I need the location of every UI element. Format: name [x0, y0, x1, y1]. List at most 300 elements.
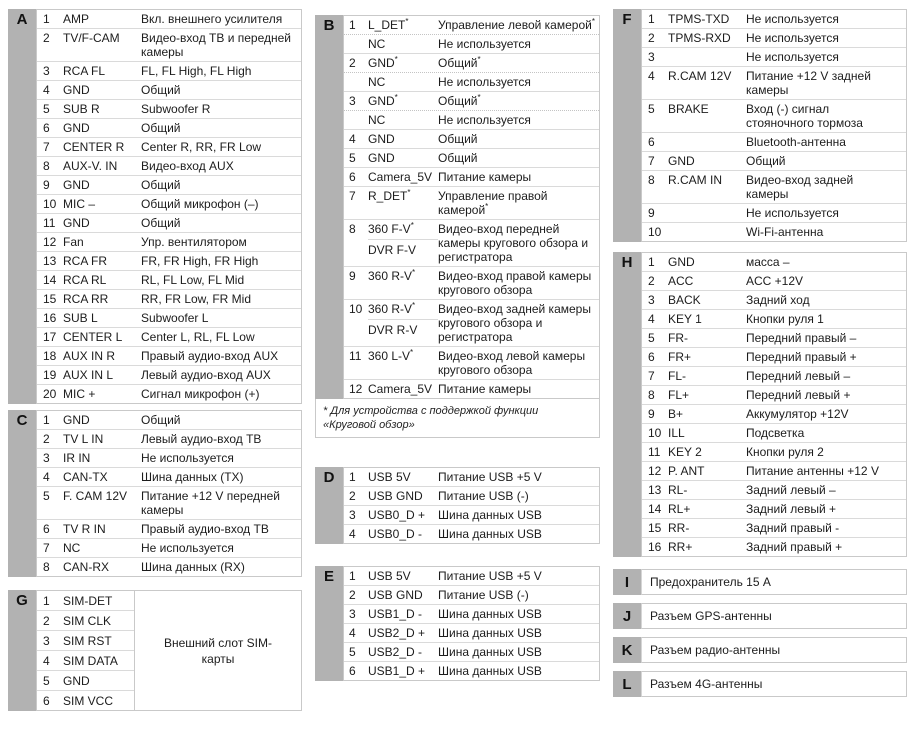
pin-group [344, 505, 599, 524]
footnote-marker: * [485, 202, 489, 211]
pin-group [642, 222, 906, 241]
pin-row [37, 214, 301, 232]
pin-name: RR+ [668, 540, 693, 554]
pin-row [344, 110, 599, 129]
pin-row [37, 233, 301, 251]
footnote-marker: * [410, 348, 414, 357]
pin-number: 20 [43, 387, 57, 401]
pin-row [37, 138, 301, 156]
pin-group [344, 524, 599, 543]
footnote-marker: * [405, 17, 409, 26]
pin-row [37, 62, 301, 80]
pin-number: 13 [648, 483, 662, 497]
connector-letter: A [8, 9, 36, 404]
pin-description: Subwoofer R [141, 102, 211, 116]
pin-name: AUX IN L [63, 368, 114, 382]
pin-number: 16 [43, 311, 57, 325]
pin-group [344, 299, 599, 346]
connector-description: Разъем GPS-антенны [641, 603, 907, 629]
pin-number: 4 [349, 626, 356, 640]
pin-group [344, 661, 599, 680]
pin-number: 1 [43, 593, 50, 608]
pin-description: Общий [141, 216, 181, 230]
pin-group [344, 186, 599, 219]
pin-description: RR, FR Low, FR Mid [141, 292, 252, 306]
pin-name: ACC [668, 274, 694, 288]
pin-group [37, 251, 301, 270]
connector-letter: L [613, 671, 641, 697]
pin-description: Не используется [746, 206, 839, 220]
pin-description: Задний правый - [746, 521, 840, 535]
pin-description: Передний правый – [746, 331, 857, 345]
pin-number: 9 [648, 206, 655, 220]
pin-description: Шина данных USB [438, 607, 542, 621]
pin-description: Wi-Fi-антенна [746, 225, 824, 239]
pin-name: F. CAM 12V [63, 489, 128, 503]
pin-group [344, 486, 599, 505]
pin-description: Видео-вход правой камеры кругового обзора [438, 269, 592, 297]
pin-group [37, 80, 301, 99]
pin-row [37, 271, 301, 289]
pin-group [642, 461, 906, 480]
pin-description: Задний правый + [746, 540, 843, 554]
pin-description: Видео-вход передней камеры кругового обзора и регистратора [438, 222, 589, 264]
connector-table-A [8, 9, 302, 404]
pin-description: Общий* [438, 93, 481, 108]
connector-letter: F [613, 9, 641, 242]
pin-number: 3 [43, 64, 50, 78]
pin-row [344, 130, 599, 148]
pin-description: RL, FL Low, FL Mid [141, 273, 245, 287]
pin-name: SIM RST [63, 633, 112, 648]
pin-row [344, 624, 599, 642]
footnote-marker: * [394, 93, 398, 102]
pin-name: GND [63, 413, 90, 427]
pin-number: 9 [648, 407, 655, 421]
pin-row [642, 291, 906, 309]
pin-number: 6 [349, 170, 356, 184]
pin-description: Видео-вход левой камеры кругового обзора [438, 349, 586, 377]
pin-number: 2 [43, 432, 50, 446]
pin-number: 5 [648, 102, 655, 116]
pin-name: RCA FR [63, 254, 108, 268]
pin-row [344, 16, 599, 34]
pin-number: 4 [349, 527, 356, 541]
pin-group [37, 137, 301, 156]
pin-row [37, 157, 301, 175]
pin-row [642, 443, 906, 461]
pin-description: Питание USB (-) [438, 588, 529, 602]
pin-number: 14 [43, 273, 57, 287]
pin-group [37, 519, 301, 538]
pin-name: TPMS-RXD [668, 31, 731, 45]
footnote-marker: * [394, 55, 398, 64]
pin-rows [343, 566, 600, 681]
pin-row [37, 309, 301, 327]
connector-letter: D [315, 467, 343, 544]
pin-row [37, 10, 301, 28]
connector-pin-table [8, 9, 302, 404]
pin-row [37, 385, 301, 403]
pin-number: 15 [43, 292, 57, 306]
pin-group [37, 346, 301, 365]
pin-row [344, 605, 599, 623]
pin-row [344, 468, 599, 486]
pin-number: 3 [349, 607, 356, 621]
pin-group [344, 129, 599, 148]
pin-name: TV R IN [63, 522, 106, 536]
pin-group [642, 499, 906, 518]
pin-group [642, 170, 906, 203]
pin-row [37, 487, 301, 519]
pin-row [37, 347, 301, 365]
pin-name: RCA FL [63, 64, 106, 78]
pin-group [642, 290, 906, 309]
pin-row [344, 300, 599, 346]
pin-row [642, 481, 906, 499]
pin-number: 6 [43, 522, 50, 536]
pin-group [344, 604, 599, 623]
pin-group [642, 385, 906, 404]
pin-number: 8 [349, 222, 356, 236]
pin-name: NC [368, 113, 386, 127]
pin-name: GND [368, 151, 395, 165]
pin-name: Camera_5V [368, 170, 433, 184]
pin-group [344, 266, 599, 299]
pin-description: Center R, RR, FR Low [141, 140, 262, 154]
connector-pin-table [613, 9, 907, 242]
pin-name: CAN-TX [63, 470, 108, 484]
pin-row [344, 662, 599, 680]
pin-row [642, 29, 906, 47]
pin-number: 10 [349, 302, 363, 316]
pin-name: GND [668, 154, 695, 168]
pin-description: Упр. вентилятором [141, 235, 247, 249]
pin-description: Питание камеры [438, 382, 532, 396]
pin-number: 2 [648, 274, 655, 288]
pin-number: 3 [648, 50, 655, 64]
pin-number: 8 [648, 388, 655, 402]
pin-number: 4 [43, 83, 50, 97]
pin-name-stack [368, 222, 438, 260]
pin-row [37, 558, 301, 576]
connector-pin-table [8, 410, 302, 577]
pin-description: FR, FR High, FR High [141, 254, 259, 268]
pin-name: USB0_D + [368, 508, 426, 522]
pin-name: SUB R [63, 102, 100, 116]
pin-name: USB GND [368, 588, 423, 602]
pin-group [344, 623, 599, 642]
pin-row [37, 430, 301, 448]
pin-group [37, 384, 301, 403]
pin-group [642, 366, 906, 385]
connector-letter: G [8, 590, 36, 711]
pin-description: Задний левый + [746, 502, 837, 516]
pin-group [642, 271, 906, 290]
pin-description: Не используется [746, 31, 839, 45]
pin-name: R.CAM 12V [668, 69, 732, 83]
pin-group [642, 99, 906, 132]
pin-name: AUX-V. IN [63, 159, 118, 173]
connector-table-B [315, 15, 600, 438]
pin-row [37, 252, 301, 270]
pin-name: B+ [668, 407, 684, 421]
connector-table-D [315, 467, 600, 544]
connector-letter: H [613, 252, 641, 557]
pin-number: 7 [43, 541, 50, 555]
pin-row [344, 187, 599, 219]
pin-group [37, 28, 301, 61]
pin-name: IR IN [63, 451, 91, 465]
pin-number: 12 [349, 382, 363, 396]
pin-group [344, 567, 599, 585]
connector-table-I [613, 569, 907, 595]
pin-description: Не используется [438, 37, 531, 51]
pin-name: P. ANT [668, 464, 705, 478]
connector-pin-table [613, 252, 907, 557]
pin-name: KEY 1 [668, 312, 702, 326]
pin-row [642, 519, 906, 537]
pin-number: 13 [43, 254, 57, 268]
pin-name: GND [63, 178, 90, 192]
pin-group [37, 365, 301, 384]
connector-table-H [613, 252, 907, 557]
pin-description: Питание +12 V задней камеры [746, 69, 871, 97]
pin-row [344, 34, 599, 53]
pin-group [642, 28, 906, 47]
pin-group [344, 16, 599, 53]
pin-row [37, 366, 301, 384]
pin-row [344, 643, 599, 661]
pin-number: 4 [349, 132, 356, 146]
connector-pin-table [315, 566, 600, 681]
pin-group [37, 61, 301, 80]
pin-row [642, 204, 906, 222]
pin-group [37, 99, 301, 118]
pin-number: 1 [43, 413, 50, 427]
pin-row [642, 10, 906, 28]
pin-description: Правый аудио-вход ТВ [141, 522, 269, 536]
pin-description: Левый аудио-вход ТВ [141, 432, 262, 446]
pin-name-stack [368, 302, 438, 340]
pin-number: 4 [43, 470, 50, 484]
sim-pin-list [37, 591, 135, 710]
connector-pin-table [8, 590, 302, 711]
pin-group [37, 448, 301, 467]
pin-row [642, 272, 906, 290]
pin-description: Задний ход [746, 293, 810, 307]
pin-name: BRAKE [668, 102, 709, 116]
pin-number: 9 [43, 178, 50, 192]
footnote-marker: * [591, 17, 595, 26]
connector-table-L [613, 671, 907, 697]
pin-number: 1 [349, 18, 356, 32]
pin-description: Не используется [141, 541, 234, 555]
footnote-marker: * [412, 301, 416, 310]
pin-row [37, 411, 301, 429]
pin-number: 1 [349, 569, 356, 583]
pin-number: 11 [349, 349, 362, 363]
column-middle [315, 9, 600, 711]
pin-name: USB 5V [368, 569, 411, 583]
pin-name: GND [63, 673, 90, 688]
pin-description: Передний левый – [746, 369, 851, 383]
pin-name: USB2_D - [368, 645, 423, 659]
pin-group [642, 47, 906, 66]
pin-number: 11 [43, 216, 56, 230]
pin-row [37, 610, 134, 630]
pin-name: DVR R-V [368, 319, 438, 340]
pin-name: NC [368, 37, 386, 51]
pin-description: Subwoofer L [141, 311, 209, 325]
pin-row [344, 380, 599, 398]
pin-group [37, 270, 301, 289]
pin-name: SIM VCC [63, 693, 114, 708]
pin-number: 6 [648, 350, 655, 364]
pin-group [37, 194, 301, 213]
pin-number: 7 [648, 154, 655, 168]
pin-row [642, 386, 906, 404]
pin-group [37, 118, 301, 137]
pin-row [344, 506, 599, 524]
pin-description: Видео-вход задней камеры кругового обзора и регистратора [438, 302, 591, 344]
pin-group [37, 538, 301, 557]
pin-description: Не используется [746, 50, 839, 64]
pin-group [642, 203, 906, 222]
table-footnote: * Для устройства с поддержкой функции «Круговой обзор» [315, 399, 600, 438]
pin-name: CENTER R [63, 140, 125, 154]
pin-name: USB2_D + [368, 626, 426, 640]
pin-description: Center L, RL, FL Low [141, 330, 255, 344]
pin-number: 5 [648, 331, 655, 345]
pin-description: Кнопки руля 2 [746, 445, 824, 459]
pin-group [37, 10, 301, 28]
pin-row [37, 119, 301, 137]
pin-group [344, 167, 599, 186]
pin-group [642, 66, 906, 99]
pin-row [642, 253, 906, 271]
pin-description: Общий [141, 413, 181, 427]
pin-description: Питание USB +5 V [438, 569, 542, 583]
pin-number: 19 [43, 368, 57, 382]
pin-row [642, 538, 906, 556]
pin-group [37, 156, 301, 175]
pin-group [37, 411, 301, 429]
pin-number: 2 [349, 588, 356, 602]
pin-row [37, 449, 301, 467]
pin-row [37, 630, 134, 650]
pin-group [642, 404, 906, 423]
connector-letter: I [613, 569, 641, 595]
pin-description: Сигнал микрофон (+) [141, 387, 260, 401]
pin-group [37, 327, 301, 346]
connector-pin-table [315, 15, 600, 399]
pin-row [37, 591, 134, 610]
pin-rows [343, 15, 600, 399]
pin-group [37, 308, 301, 327]
pin-description: Передний правый + [746, 350, 857, 364]
pin-number: 7 [43, 140, 50, 154]
pin-name: FL+ [668, 388, 690, 402]
footnote-marker: * [477, 93, 481, 102]
pin-number: 6 [43, 121, 50, 135]
pin-row [344, 168, 599, 186]
pin-number: 5 [349, 151, 356, 165]
connector-letter: K [613, 637, 641, 663]
pin-group [37, 557, 301, 576]
column-right [613, 9, 907, 711]
pin-description: Общий [438, 151, 478, 165]
pin-description: Общий [746, 154, 786, 168]
pin-description: Общий микрофон (–) [141, 197, 259, 211]
pin-row [642, 152, 906, 170]
pin-number: 8 [43, 159, 50, 173]
pin-number: 16 [648, 540, 662, 554]
pin-description: Видео-вход ТВ и передней камеры [141, 31, 292, 59]
pin-group [642, 253, 906, 271]
pin-group [642, 132, 906, 151]
pin-name: MIC – [63, 197, 96, 211]
pin-description: Задний левый – [746, 483, 836, 497]
pin-name: AUX IN R [63, 349, 116, 363]
pin-number: 2 [648, 31, 655, 45]
pin-description: Питание USB (-) [438, 489, 529, 503]
pin-number: 10 [648, 225, 662, 239]
pin-number: 2 [349, 489, 356, 503]
pin-name: SUB L [63, 311, 98, 325]
pin-description: Общий* [438, 55, 481, 70]
pin-row [642, 348, 906, 366]
pin-name: Camera_5V [368, 382, 433, 396]
pin-number: 4 [43, 653, 50, 668]
pin-row [344, 92, 599, 110]
pin-name: RL- [668, 483, 688, 497]
pin-description: Не используется [438, 75, 531, 89]
pin-description: Шина данных USB [438, 645, 542, 659]
pin-number: 5 [349, 645, 356, 659]
pin-description: Шина данных (RX) [141, 560, 245, 574]
pin-name: FL- [668, 369, 686, 383]
pin-name: USB0_D - [368, 527, 423, 541]
pin-description: Видео-вход AUX [141, 159, 234, 173]
pin-name: CENTER L [63, 330, 123, 344]
pin-row [344, 72, 599, 91]
pin-number: 5 [43, 673, 50, 688]
pin-name: GND [63, 216, 90, 230]
pin-number: 12 [43, 235, 57, 249]
footnote-marker: * [410, 221, 414, 230]
pin-group [642, 328, 906, 347]
pin-name: SIM DATA [63, 653, 118, 668]
pin-number: 3 [648, 293, 655, 307]
pin-number: 5 [43, 489, 50, 503]
pin-number: 4 [648, 69, 655, 83]
pin-group [344, 468, 599, 486]
pin-group [344, 379, 599, 398]
pin-row [642, 367, 906, 385]
pin-number: 4 [648, 312, 655, 326]
pin-group [37, 232, 301, 251]
pin-number: 1 [648, 12, 655, 26]
pin-description: Питание +12 V передней камеры [141, 489, 280, 517]
pin-description: Вход (-) сигнал стояночного тормоза [746, 102, 863, 130]
connector-description: Предохранитель 15 А [641, 569, 907, 595]
pin-group [37, 486, 301, 519]
pin-number: 1 [349, 470, 356, 484]
pin-row [37, 195, 301, 213]
pin-name: RCA RL [63, 273, 107, 287]
pin-row [37, 290, 301, 308]
